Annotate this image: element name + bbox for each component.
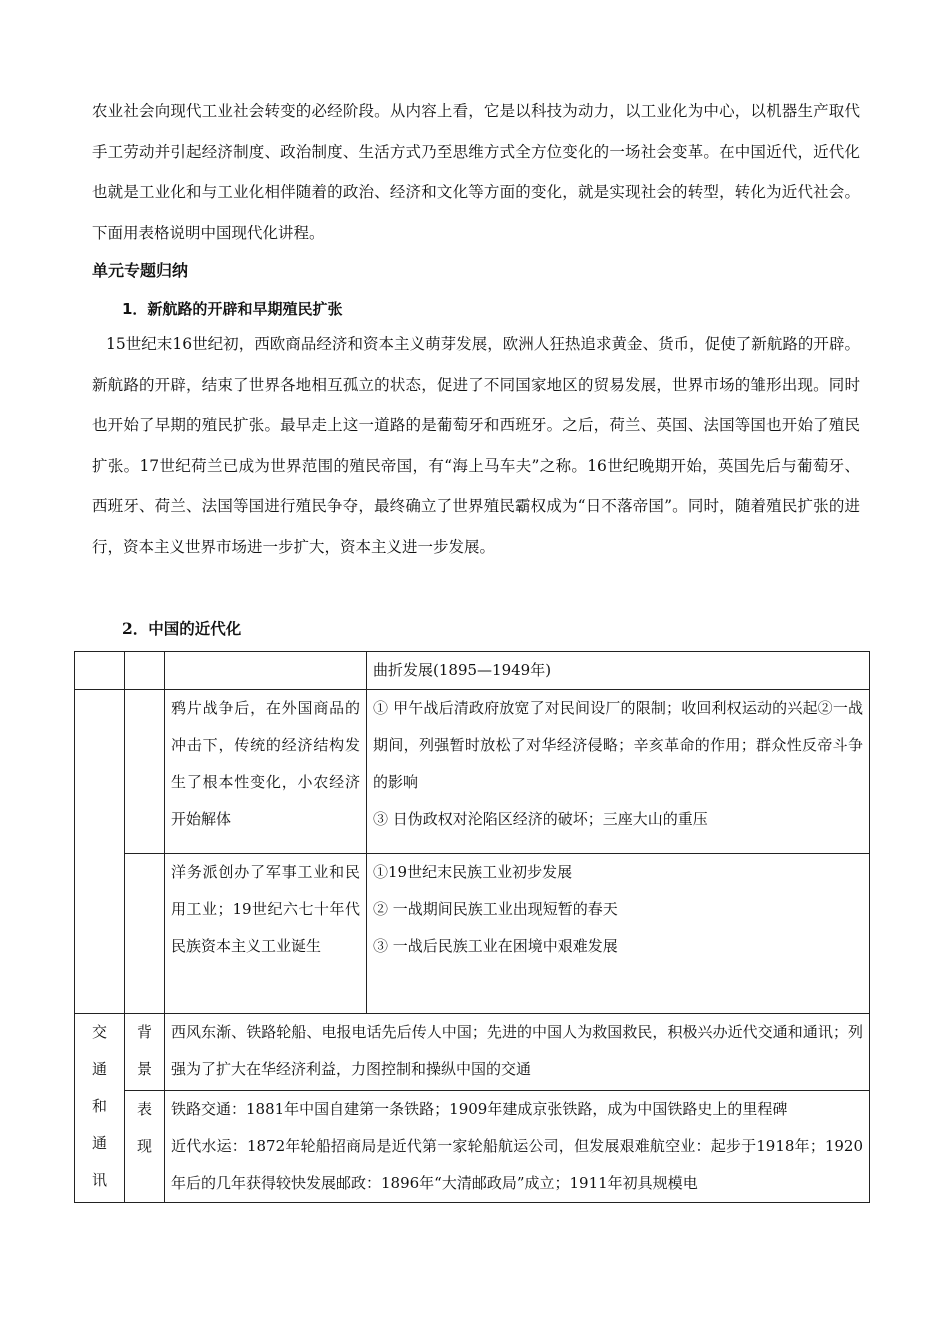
list-item: ② 一战期间民族工业出现短暂的春天: [373, 900, 618, 918]
table-row: [75, 854, 870, 1014]
list-item: ③ 一战后民族工业在困境中艰难发展: [373, 937, 618, 955]
list-item: ① 甲午战后清政府放宽了对民间设厂的限制；收回利权运动的兴起②一战期间，列强暂时放松了对华经济侵略；辛亥革命的作用；群众性反帝斗争的影响: [373, 699, 863, 791]
category-transport-communication: 交 通 和 通 讯: [75, 1014, 125, 1203]
label-performance: 表 现: [125, 1091, 165, 1203]
table-row: [75, 1014, 870, 1091]
list-item: ①19世纪末民族工业初步发展: [373, 863, 573, 881]
intro-paragraph: 农业社会向现代工业社会转变的必经阶段。从内容上看，它是以科技为动力，以工业化为中心，以机器生产取代手工劳动并引起经济制度、政治制度、生活方式乃至思维方式全方位变化的一场社会变革。在中国近代，近代化也就是工业化和与工业化相伴随着的政治、经济和文化等方面的变化，就是实现社会的转型，转化为近代社会。下面用表格说明中国现代化讲程。: [92, 102, 860, 242]
empty-cell: [165, 652, 367, 690]
empty-cell: [75, 690, 125, 1014]
header-cell-twisting-development: 曲折发展(1895—1949年): [367, 652, 870, 690]
cell-industry-origin: 洋务派创办了军事工业和民用工业；19世纪六七十年代民族资本主义工业诞生: [165, 854, 367, 1014]
table-header-row: [75, 652, 870, 690]
new-routes-paragraph: 15世纪末16世纪初，西欧商品经济和资本主义萌芽发展，欧洲人狂热追求黄金、货币，促使了新航路的开辟。新航路的开辟，结束了世界各地相互孤立的状态，促进了不同国家地区的贸易发展，世界市场的雏形出现。同时也开始了早期的殖民扩张。最早走上这一道路的是葡萄牙和西班牙。之后，荷兰、英国、法国等国也开始了殖民扩张。17世纪荷兰已成为世界范围的殖民帝国，有“海上马车夫”之称。16世纪晚期开始，英国先后与葡萄牙、西班牙、荷兰、法国等国进行殖民争夺，最终确立了世界殖民霸权成为“日不落帝国”。同时，随着殖民扩张的进行，资本主义世界市场进一步扩大，资本主义进一步发展。: [92, 335, 860, 556]
label-background: 背 景: [125, 1014, 165, 1091]
table-row: [75, 690, 870, 854]
list-item: 铁路交通：1881年中国自建第一条铁路；1909年建成京张铁路，成为中国铁路史上的里程碑: [171, 1100, 788, 1118]
cell-industry-stages: [367, 854, 870, 1014]
list-item: ③ 日伪政权对沦陷区经济的破坏；三座大山的重压: [373, 810, 708, 828]
subheading-new-routes: 1．新航路的开辟和早期殖民扩张: [122, 300, 343, 318]
empty-cell: [75, 652, 125, 690]
cell-performance-text: [165, 1091, 870, 1203]
section-heading: 单元专题归纳: [92, 261, 189, 280]
subheading-china-modernization: 2．中国的近代化: [122, 619, 242, 638]
cell-development-factors: [367, 690, 870, 854]
list-item: 近代水运：1872年轮船招商局是近代第一家轮船航运公司，但发展艰难航空业：起步于1918年；1920年后的几年获得较快发展邮政：1896年“大清邮政局”成立；1911年初具规模电: [171, 1137, 863, 1192]
table-row: [75, 1091, 870, 1203]
empty-cell: [125, 690, 165, 854]
empty-cell: [125, 854, 165, 1014]
cell-background-text: 西风东渐、铁路轮船、电报电话先后传人中国；先进的中国人为救国救民，积极兴办近代交通和通讯；列强为了扩大在华经济利益，力图控制和操纵中国的交通: [165, 1014, 870, 1091]
cell-economic-structure: 鸦片战争后，在外国商品的冲击下，传统的经济结构发生了根本性变化，小农经济开始解体: [165, 690, 367, 854]
empty-cell: [125, 652, 165, 690]
modernization-table: [74, 651, 870, 1203]
